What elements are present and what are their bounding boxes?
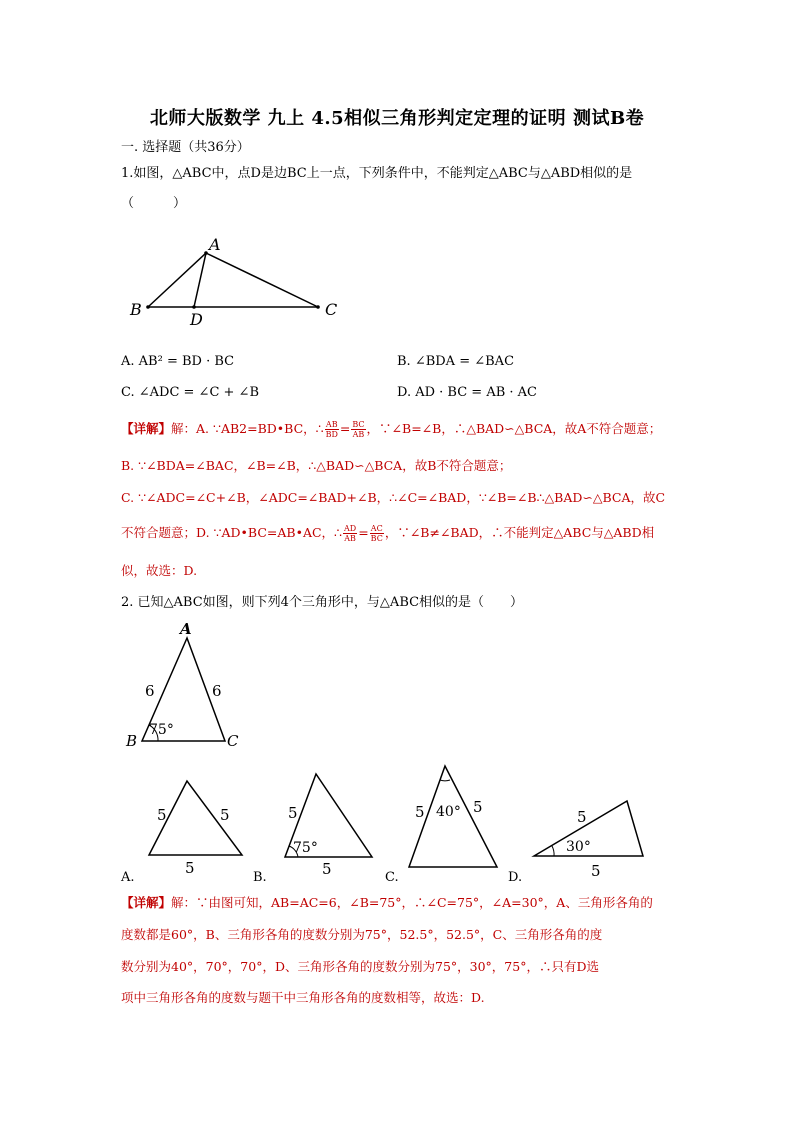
q2-detail-line-4: 项中三角形各角的度数与题干中三角形各角的度数相等，故选：D.: [121, 990, 485, 1005]
svg-text:5: 5: [157, 806, 167, 824]
section-heading: 一. 选择题（共36分）: [121, 140, 250, 155]
side-label-right: 6: [212, 682, 222, 700]
q2-option-d-triangle: [530, 796, 650, 880]
svg-text:5: 5: [473, 798, 483, 816]
q2-stem: 2. 已知△ABC如图，则下列4个三角形中，与△ABC相似的是（ ）: [121, 595, 524, 610]
q2-option-a-triangle: [140, 770, 250, 877]
vertex-label-c: C: [227, 732, 239, 750]
q1-detail-line-1: 【详解】解：A. ∵AB2=BD•BC，∴ $\frac{AB}{BD}$ = $\frac{BC}{AB}$ ，∵∠B=∠B，∴△BAD∽△BCA，故A不符合题意；: [121, 420, 662, 439]
q2-option-b-triangle: [278, 766, 378, 878]
vertex-label-c: C: [325, 300, 338, 319]
q1-detail-line-2: B. ∵∠BDA=∠BAC，∠B=∠B，∴△BAD∽△BCA，故B不符合题意；: [121, 458, 512, 473]
q2-option-d-label: D.: [508, 870, 523, 885]
detail-tag: 【详解】: [121, 895, 172, 910]
vertex-label-b: B: [126, 732, 138, 750]
q2-option-c-triangle: [405, 762, 505, 872]
q2-option-c-label: C.: [385, 870, 399, 885]
q2-detail-line-2: 度数都是60°，B、三角形各角的度数分别为75°，52.5°，52.5°，C、三角形各角的度: [121, 927, 603, 942]
q1-option-a: A. AB² = BD · BC: [121, 354, 235, 369]
vertex-label-a: A: [209, 235, 221, 254]
segment-ad: [194, 253, 206, 307]
vertex-label-a: A: [180, 620, 192, 638]
q1-detail-line-4: 不符合题意；D. ∵AD•BC=AB•AC，∴ $\frac{AD}{AB}$ = $\frac{AC}{BC}$ ，∵∠B≠∠BAD，∴不能判定△ABC与△ABD相: [121, 524, 655, 543]
segment-ba: [148, 253, 206, 307]
q1-stem: 1.如图，△ABC中，点D是边BC上一点，下列条件中，不能判定△ABC与△ABD相似的是: [121, 166, 633, 181]
detail-tag: 【详解】: [121, 421, 172, 436]
q1-triangle-figure: [120, 232, 360, 332]
svg-text:5: 5: [288, 804, 298, 822]
q1-option-c: C. ∠ADC = ∠C + ∠B: [121, 385, 259, 400]
page-title: 北师大版数学 九上 4.5相似三角形判定定理的证明 测试B卷: [149, 108, 645, 129]
angle-label: 75°: [149, 722, 174, 738]
fraction-bc-ab: $\frac{BC}{AB}$: [352, 420, 365, 439]
vertex-label-b: B: [130, 300, 142, 319]
fraction-ac-bc: $\frac{AC}{BC}$: [370, 524, 383, 543]
fraction-ab-bd: $\frac{AB}{BD}$: [325, 420, 338, 439]
fraction-ad-ab: $\frac{AD}{AB}$: [343, 524, 357, 543]
segment-ac: [206, 253, 318, 307]
q2-detail-line-1: 【详解】解：∵由图可知，AB=AC=6，∠B=75°，∴∠C=75°，∠A=30°，A、三角形各角的: [121, 895, 653, 910]
q2-option-a-label: A.: [121, 870, 135, 885]
q2-detail-line-3: 数分别为40°，70°，70°，D、三角形各角的度数分别为75°，30°，75°，∴只有D选: [121, 959, 599, 974]
angle-label: 40°: [436, 804, 461, 820]
svg-text:5: 5: [185, 859, 195, 877]
svg-text:5: 5: [577, 808, 587, 826]
q1-detail-line-3: C. ∵∠ADC=∠C+∠B，∠ADC=∠BAD+∠B，∴∠C=∠BAD，∵∠B=∠B∴△BAD∽△BCA，故C: [121, 490, 666, 505]
angle-label: 30°: [566, 839, 591, 855]
q1-option-d: D. AD · BC = AB · AC: [397, 385, 538, 400]
q2-option-b-label: B.: [253, 870, 267, 885]
angle-label: 75°: [293, 840, 318, 856]
q2-main-triangle: [120, 620, 250, 750]
q1-answer-blank: （ ）: [121, 196, 187, 211]
svg-text:5: 5: [591, 862, 601, 880]
svg-text:5: 5: [220, 806, 230, 824]
svg-text:5: 5: [415, 803, 425, 821]
svg-text:5: 5: [322, 860, 332, 878]
vertex-label-d: D: [190, 310, 203, 329]
side-label-left: 6: [145, 682, 155, 700]
q1-detail-line-5: 似，故选：D.: [121, 563, 198, 578]
q1-option-b: B. ∠BDA = ∠BAC: [397, 354, 515, 369]
